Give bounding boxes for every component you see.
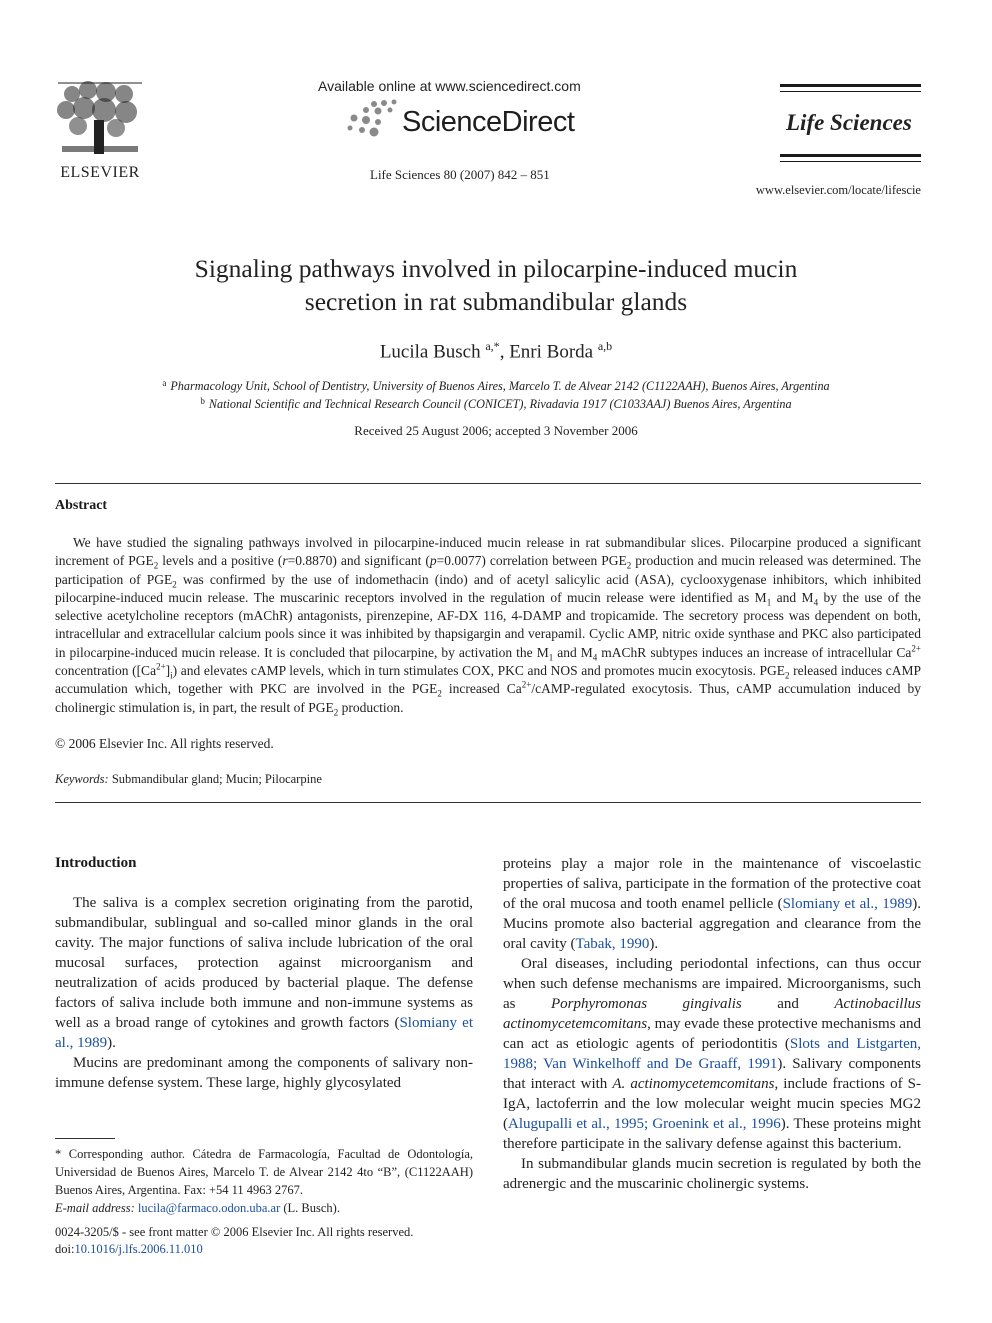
- abstract-fragment: released induces cAMP accumulation which, together with PKC are involved in the PGE: [55, 663, 921, 697]
- subscript: 2: [153, 560, 159, 571]
- superscript: 2+: [521, 679, 532, 690]
- abstract-fragment: and M: [553, 644, 593, 660]
- abstract-fragment: production.: [338, 699, 404, 715]
- sciencedirect-dots-icon: [344, 98, 400, 138]
- abstract-fragment: We have studied the signaling pathways involved in pilocarpine-induced mucin release in rat submandibular slices. Pilocarpine produced a significant increment of PGE: [55, 535, 921, 569]
- section-divider: [55, 483, 921, 484]
- abstract-fragment: was confirmed by the use of indomethacin (indo) and of acetyl salicylic acid (ASA), cyclooxygenase inhibitors, which inhibited pilocarpine-induced mucin release. The muscarinic receptors involved in the regulation of mucin release were identified as M: [55, 571, 921, 605]
- title-line: Signaling pathways involved in pilocarpine-induced mucin: [194, 254, 798, 283]
- keywords-list: Submandibular gland; Mucin; Pilocarpine: [108, 772, 322, 786]
- paragraph: [55, 893, 473, 1053]
- subscript: 2: [626, 560, 632, 571]
- paragraph-text: ). These proteins might therefore participate in the salivary defense against this bacterium.: [503, 1116, 921, 1152]
- email-label: E-mail address:: [55, 1201, 135, 1215]
- abstract-fragment: ]: [165, 663, 171, 679]
- paragraph-text: , may evade these protective mechanisms and can act as etiologic agents of periodontitis (: [503, 1016, 921, 1052]
- abstract-fragment: production and mucin released was determined. The participation of PGE: [55, 553, 922, 587]
- abstract-fragment: /cAMP-regulated exocytosis. Thus, cAMP accumulation induced by cholinergic stimulation is, in part, the result of PGE: [55, 681, 921, 715]
- subscript: 1: [548, 652, 554, 663]
- footnote-rule: [55, 1138, 115, 1139]
- footnote-text: (L. Busch).: [280, 1201, 340, 1215]
- abstract-fragment: by the use of the selective acetylcholine receptors (mAChR) antagonists, pirenzepine, AF-DX 116, 4-DAMP and tropicamide. The secretory process was dependent on both, intracellular and extracellular calcium pools since it was inhibited by thapsigargin and verapamil. Cyclic AMP, nitric oxide synthase and PKC also participated in pilocarpine-induced mucin release. It is concluded that pilocarpine, by activation the M: [55, 589, 922, 660]
- abstract-heading: Abstract: [55, 498, 108, 513]
- paragraph-text: , include fractions of S-IgA, lactoferrin and the low molecular weight mucin species MG2 (: [503, 1076, 921, 1132]
- paragraph-text: ).: [649, 936, 659, 952]
- author-name[interactable]: Lucila Busch: [379, 341, 481, 363]
- affiliation: [60, 378, 932, 394]
- author-affiliation-mark[interactable]: a,b: [597, 339, 613, 353]
- paragraph-text: Oral diseases, including periodontal infections, can thus occur when such defense mechanisms are impaired. Microorganisms, such as: [503, 956, 921, 1012]
- journal-name: Life Sciences: [786, 110, 912, 135]
- abstract-fragment: concentration ([Ca: [55, 663, 157, 679]
- body-column-left: [55, 893, 473, 1093]
- header-rule: [780, 154, 921, 157]
- paragraph: [503, 1154, 921, 1194]
- publisher-logo-text: ELSEVIER: [60, 164, 140, 181]
- paragraph-text: In submandibular glands mucin secretion is regulated by both the adrenergic and the muscarinic cholinergic systems.: [503, 1156, 921, 1192]
- paragraph-text: proteins play a major role in the maintenance of viscoelastic properties of saliva, participate in the formation of the protective coat of the oral mucosa and tooth enamel pellicle (: [503, 856, 921, 912]
- paragraph-text: ). Mucins promote also bacterial aggregation and clearance from the oral cavity (: [503, 896, 922, 952]
- species-name: A. actinomycetemcomitans: [612, 1076, 775, 1092]
- subscript: 2: [784, 670, 790, 681]
- paragraph-text: and: [741, 996, 835, 1012]
- author-name[interactable]: Enri Borda: [509, 341, 594, 363]
- abstract-text: [55, 534, 921, 717]
- subscript: 2: [437, 689, 442, 700]
- species-name: Actinobacillus actinomycetemcomitans: [503, 996, 921, 1032]
- issn-text: 0024-3205/$ - see front matter © 2006 Elsevier Inc. All rights reserved.: [55, 1225, 414, 1239]
- copyright-notice: © 2006 Elsevier Inc. All rights reserved.: [55, 736, 274, 751]
- issn-line: [55, 1224, 413, 1258]
- affiliation-text: National Scientific and Technical Research Council (CONICET), Rivadavia 1917 (C1033AAJ) Buenos Aires, Argentina: [208, 397, 792, 411]
- journal-url[interactable]: www.elsevier.com/locate/lifescie: [755, 183, 921, 197]
- section-divider: [55, 802, 921, 803]
- section-heading: Introduction: [55, 855, 137, 871]
- paragraph-text: Mucins are predominant among the components of salivary non-immune defense system. These large, highly glycosylated: [55, 1055, 473, 1091]
- subscript: 4: [813, 597, 819, 608]
- subscript: i: [170, 670, 173, 681]
- affiliation: [60, 396, 932, 412]
- citation-link[interactable]: Alugupalli et al., 1995; Groenink et al., 1996: [508, 1116, 781, 1132]
- citation-link[interactable]: Tabak, 1990: [575, 936, 650, 952]
- author-affiliation-mark[interactable]: a,*: [485, 339, 500, 353]
- abstract-fragment: levels and a positive (: [158, 553, 283, 569]
- paragraph-text: ). Salivary components that interact with: [503, 1056, 921, 1092]
- paragraph-text: The saliva is a complex secretion originating from the parotid, submandibular, sublingual and so-called minor glands in the oral cavity. The major functions of saliva include lubrication of the oral mucosal surfaces, protection against microorganism and neutralization of acids produced by bacterial plaque. The defense factors of saliva include both immune and non-immune systems as well as a broad range of cytokines and growth factors (: [55, 895, 473, 1031]
- keywords-label: Keywords:: [55, 772, 109, 786]
- statistic-symbol: r: [282, 553, 288, 569]
- superscript: 2+: [156, 661, 166, 672]
- subscript: 2: [333, 707, 339, 718]
- body-column-right: [503, 854, 921, 1194]
- footnote-text: Corresponding author. Cátedra de Farmacología, Facultad de Odontología, Universidad de Buenos Aires, Marcelo T. de Alvear 2142 4to “B”, (C1122AAH) Buenos Aires, Argentina. Fax: +54 11 4963 2767.: [55, 1147, 473, 1197]
- abstract-fragment: and M: [771, 589, 814, 605]
- citation-link[interactable]: Slots and Listgarten, 1988; Van Winkelhoff and De Graaff, 1991: [503, 1036, 921, 1072]
- affiliation-label: b: [200, 396, 205, 406]
- statistic-symbol: p: [429, 553, 437, 569]
- article-title: [100, 252, 892, 318]
- paragraph-text: ).: [107, 1035, 116, 1051]
- sciencedirect-brand: ScienceDirect: [402, 106, 575, 138]
- citation-link[interactable]: Slomiany et al., 1989: [782, 896, 913, 912]
- affiliation-label: a: [162, 378, 167, 388]
- header-rule: [780, 84, 921, 87]
- abstract-fragment: =0.8870) and significant (: [287, 553, 430, 569]
- affiliation-text: Pharmacology Unit, School of Dentistry, University of Buenos Aires, Marcelo T. de Alvear 2142 (C1122AAH), Buenos Aires, Argentina: [170, 379, 830, 393]
- subscript: 1: [766, 597, 772, 608]
- email-link[interactable]: lucila@farmaco.odon.uba.ar: [137, 1201, 281, 1215]
- header-rule: [780, 91, 921, 92]
- available-online-text: Available online at www.sciencedirect.com: [318, 78, 581, 94]
- abstract-fragment: increased Ca: [441, 681, 522, 697]
- doi-label: doi:: [55, 1242, 75, 1256]
- subscript: 4: [592, 652, 598, 663]
- subscript: 2: [172, 579, 177, 590]
- footnote-star: *: [55, 1147, 62, 1161]
- journal-citation: Life Sciences 80 (2007) 842 – 851: [370, 167, 550, 182]
- doi-link[interactable]: 10.1016/j.lfs.2006.11.010: [74, 1242, 203, 1256]
- header-rule: [780, 161, 921, 162]
- paragraph: [503, 854, 921, 954]
- received-dates: Received 25 August 2006; accepted 3 November 2006: [354, 423, 638, 438]
- author-list: Lucila Busch $^{a,*}$, Enri Borda $^{a,b}$: [379, 339, 613, 363]
- keywords: [55, 772, 322, 787]
- corresponding-author-footnote: [55, 1145, 473, 1217]
- abstract-fragment: ) and elevates cAMP levels, which in turn stimulates COX, PKC and NOS and promotes mucin exocytosis. PGE: [172, 663, 785, 679]
- title-line: secretion in rat submandibular glands: [304, 287, 688, 316]
- abstract-fragment: mAChR subtypes induces an increase of intracellular Ca: [597, 644, 912, 660]
- paragraph: [55, 1053, 473, 1093]
- species-name: Porphyromonas gingivalis: [550, 996, 742, 1012]
- superscript: 2+: [911, 643, 921, 654]
- paragraph: [503, 954, 921, 1154]
- citation-link[interactable]: Slomiany et al., 1989: [55, 1015, 474, 1051]
- abstract-fragment: =0.0077) correlation between PGE: [436, 553, 627, 569]
